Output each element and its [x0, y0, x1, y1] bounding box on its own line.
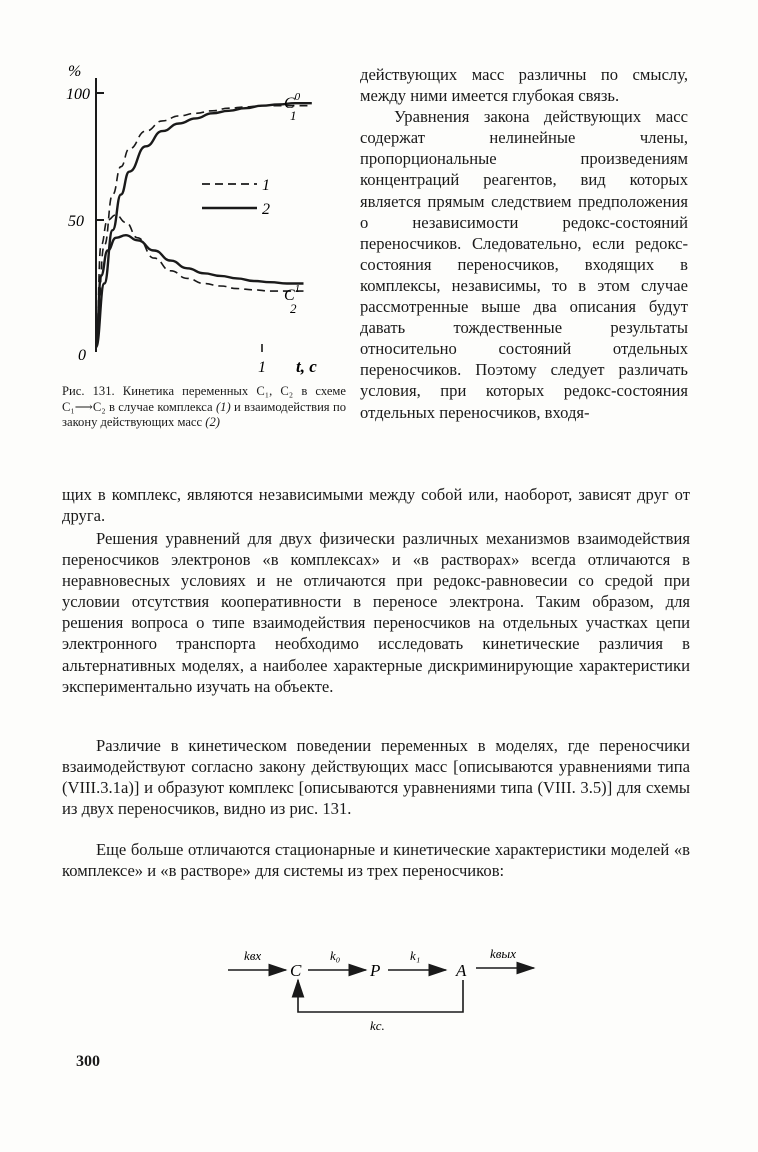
y-axis-label: % — [68, 63, 82, 80]
legend-label-2: 2 — [262, 201, 270, 218]
paragraph-continuation: действующих масс различны по смыслу, между ними имеется глубокая связь. — [360, 65, 688, 106]
curve-label-c0: $C^0$ — [284, 91, 301, 112]
rate-label-0: k₀ — [330, 948, 341, 963]
figure-caption: Рис. 131. Кинетика переменных C₁, C₂ в схеме C₁⟶C₂ в случае комплекса (1) и взаимодействия по закону действующих масс (2) — [62, 384, 346, 430]
chart-curves — [96, 103, 312, 347]
node-c: C — [290, 961, 302, 980]
series-c1-dashed-line — [96, 106, 312, 347]
curve-labels — [284, 91, 301, 316]
curve-label-c1: $C^1$ — [284, 283, 301, 304]
y-tick-label-0: 0 — [78, 347, 86, 364]
rate-label-out: kвых — [490, 946, 516, 961]
paragraph-mass-action: Уравнения закона действующих масс содержат нелинейные члены, пропорциональные произведениям концентраций реагентов, вид которых является прямым следствием предположения о независимости редокс-состояний переносчиков. Следовательно, если редокс-состояния переносчиков, входящих в комплексы, независимы, то в этом случае рассмотренные выше два описания будут давать тождественные результаты относительно состояний отдельных переносчиков. Поэтому следует различать условия, при которых редокс-состояния отдельных переносчиков, входя- — [360, 107, 688, 422]
x-axis-label: t, c — [296, 357, 317, 376]
node-p: P — [370, 961, 381, 980]
paragraph-continuation-full: щих в комплекс, являются независимыми между собой или, наоборот, зависят друг от друга. — [62, 485, 690, 526]
y-tick-label-50: 50 — [68, 213, 84, 230]
y-tick-label-100: 100 — [66, 86, 90, 103]
right-column — [360, 64, 688, 423]
kinetics-chart — [62, 62, 352, 380]
paragraph-kinetic-difference: Различие в кинетическом поведении переменных в моделях, где переносчики взаимодействуют согласно закону действующих масс [описываются уравнениями типа (VIII.3.1а)] и образуют комплекс [описываются уравнениями типа (VIII. 3.5)] для схемы из двух переносчиков, видно из рис. 131. — [62, 736, 690, 819]
reaction-scheme — [220, 940, 550, 1050]
paragraph-solutions: Решения уравнений для двух физически различных механизмов взаимодействия переносчиков электронов «в комплексах» и «в растворах» всегда отличаются в неравновесных условиях и не отличаются при редокс-равновесии со средой при условии отсутствия кооперативности в переносе электрона. Таким образом, для решения вопроса о типе взаимодействия переносчиков на отдельных участках цепи электронного транспорта необходимо исследовать кинетические различия в альтернативных моделях, а наиболее характерные дискриминирующие характеристики экспериментально изучать на объекте. — [62, 529, 690, 696]
legend-label-1: 1 — [262, 177, 270, 194]
rate-label-in: kвх — [244, 948, 262, 963]
chart-axes — [66, 63, 317, 376]
feedback-arrow — [298, 980, 463, 1012]
page-number: 300 — [76, 1053, 100, 1070]
curve-label-c1-sub: 1 — [290, 108, 297, 123]
rate-label-1: k₁ — [410, 948, 421, 963]
rate-label-c: kс. — [370, 1018, 385, 1033]
x-tick-label-1: 1 — [258, 359, 266, 376]
node-a: A — [456, 961, 467, 980]
series-c1-solid-line — [96, 103, 312, 347]
paragraph-three-carriers: Еще больше отличаются стационарные и кинетические характеристики моделей «в комплексе» и «в растворе» для системы из трех переносчиков: — [62, 840, 690, 881]
curve-label-c2-sub: 2 — [290, 301, 297, 316]
chart-legend — [202, 177, 270, 218]
